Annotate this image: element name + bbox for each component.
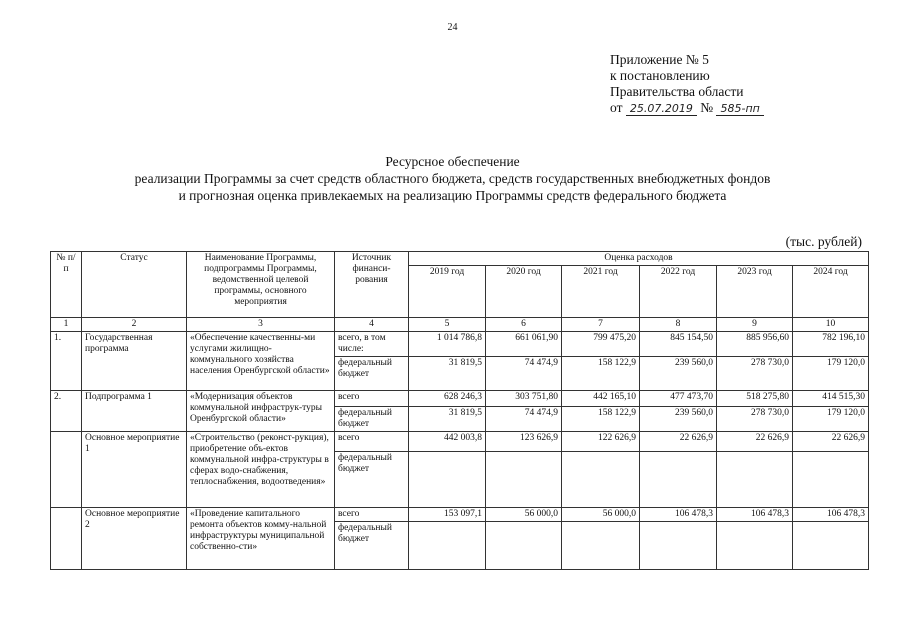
row-number: 2.	[51, 391, 82, 432]
row-name: «Строительство (реконст-рукция), приобретение объ-ектов коммунальной инфра-структуры в сферах водо-снабжения, теплоснабжения, водоотведения»	[187, 432, 335, 508]
value-cell: 442 003,8	[409, 432, 486, 452]
title-line-1: Ресурсное обеспечение	[385, 154, 520, 169]
title-line-3: и прогнозная оценка привлекаемых на реализацию Программы средств федерального бюджета	[178, 188, 727, 203]
value-cell: 278 730,0	[717, 407, 793, 432]
value-cell: 303 751,80	[486, 391, 562, 407]
header-year: 2024 год	[793, 266, 869, 318]
value-cell: 628 246,3	[409, 391, 486, 407]
value-cell: 22 626,9	[640, 432, 717, 452]
value-cell: 179 120,0	[793, 407, 869, 432]
value-cell: 885 956,60	[717, 332, 793, 357]
header-year: 2019 год	[409, 266, 486, 318]
value-cell: 74 474,9	[486, 407, 562, 432]
value-cell: 123 626,9	[486, 432, 562, 452]
row-source-federal: федеральный бюджет	[335, 407, 409, 432]
header-source: Источник финанси-рования	[335, 252, 409, 318]
row-source-federal: федеральный бюджет	[335, 452, 409, 508]
row-number	[51, 432, 82, 508]
row-source-total: всего, в том числе:	[335, 332, 409, 357]
title-line-2: реализации Программы за счет средств областного бюджета, средств государственных внебюджетных фондов	[134, 171, 771, 186]
table-body	[51, 318, 869, 570]
row-source-federal: федеральный бюджет	[335, 522, 409, 570]
value-cell: 239 560,0	[640, 357, 717, 391]
value-cell: 799 475,20	[562, 332, 640, 357]
value-cell: 442 165,10	[562, 391, 640, 407]
column-number: 5	[409, 318, 486, 332]
row-number	[51, 508, 82, 570]
units-label: (тыс. рублей)	[785, 234, 862, 249]
column-number: 9	[717, 318, 793, 332]
row-source-total: всего	[335, 432, 409, 452]
appendix-title: Приложение № 5	[610, 52, 709, 67]
value-cell	[409, 452, 486, 508]
value-cell	[562, 452, 640, 508]
value-cell: 122 626,9	[562, 432, 640, 452]
row-source-total: всего	[335, 508, 409, 522]
resolution-number: 585-пп	[716, 102, 763, 116]
document-title	[0, 153, 905, 204]
column-number: 1	[51, 318, 82, 332]
column-number: 4	[335, 318, 409, 332]
row-status: Основное мероприятие 2	[82, 508, 187, 570]
value-cell: 56 000,0	[486, 508, 562, 522]
value-cell	[717, 522, 793, 570]
row-name: «Проведение капитального ремонта объектов комму-нальной инфраструктуры муниципальной собственно-сти»	[187, 508, 335, 570]
value-cell: 179 120,0	[793, 357, 869, 391]
value-cell: 477 473,70	[640, 391, 717, 407]
value-cell: 22 626,9	[793, 432, 869, 452]
row-status: Основное мероприятие 1	[82, 432, 187, 508]
column-number: 7	[562, 318, 640, 332]
header-name: Наименование Программы, подпрограммы Программы, ведомственной целевой программы, основного мероприятия	[187, 252, 335, 318]
value-cell: 414 515,30	[793, 391, 869, 407]
resolution-date: 25.07.2019	[626, 102, 697, 116]
row-status: Государственная программа	[82, 332, 187, 391]
header-year: 2021 год	[562, 266, 640, 318]
value-cell	[793, 522, 869, 570]
value-cell: 158 122,9	[562, 407, 640, 432]
value-cell: 782 196,10	[793, 332, 869, 357]
number-prefix: №	[700, 100, 714, 115]
row-source-federal: федеральный бюджет	[335, 357, 409, 391]
header-num: № п/п	[51, 252, 82, 318]
value-cell: 278 730,0	[717, 357, 793, 391]
value-cell: 106 478,3	[717, 508, 793, 522]
appendix-line-3: Правительства области	[610, 84, 744, 99]
value-cell: 845 154,50	[640, 332, 717, 357]
table-row	[51, 508, 869, 522]
value-cell: 518 275,80	[717, 391, 793, 407]
row-source-total: всего	[335, 391, 409, 407]
table-row	[51, 432, 869, 452]
value-cell: 56 000,0	[562, 508, 640, 522]
column-numbers-row	[51, 318, 869, 332]
budget-table	[50, 251, 869, 570]
value-cell: 106 478,3	[640, 508, 717, 522]
value-cell: 661 061,90	[486, 332, 562, 357]
value-cell: 158 122,9	[562, 357, 640, 391]
row-name: «Обеспечение качественны-ми услугами жилищно-коммунального хозяйства населения Оренбургской области»	[187, 332, 335, 391]
header-estimate: Оценка расходов	[409, 252, 869, 266]
date-prefix: от	[610, 100, 623, 115]
column-number: 8	[640, 318, 717, 332]
value-cell: 106 478,3	[793, 508, 869, 522]
value-cell	[640, 522, 717, 570]
value-cell	[562, 522, 640, 570]
page-number: 24	[447, 22, 458, 33]
appendix-line-2: к постановлению	[610, 68, 710, 83]
column-number: 10	[793, 318, 869, 332]
table-row	[51, 332, 869, 357]
value-cell	[793, 452, 869, 508]
appendix-date-line	[610, 100, 764, 117]
value-cell: 74 474,9	[486, 357, 562, 391]
header-status: Статус	[82, 252, 187, 318]
value-cell	[640, 452, 717, 508]
value-cell: 1 014 786,8	[409, 332, 486, 357]
header-year: 2020 год	[486, 266, 562, 318]
column-number: 6	[486, 318, 562, 332]
value-cell: 31 819,5	[409, 407, 486, 432]
value-cell	[486, 522, 562, 570]
table-header	[51, 252, 869, 318]
value-cell: 239 560,0	[640, 407, 717, 432]
value-cell	[409, 522, 486, 570]
row-status: Подпрограмма 1	[82, 391, 187, 432]
table-row	[51, 391, 869, 407]
row-number: 1.	[51, 332, 82, 391]
appendix-block	[610, 52, 764, 117]
value-cell: 31 819,5	[409, 357, 486, 391]
row-name: «Модернизация объектов коммунальной инфраструк-туры Оренбургской области»	[187, 391, 335, 432]
value-cell: 153 097,1	[409, 508, 486, 522]
column-number: 2	[82, 318, 187, 332]
value-cell	[717, 452, 793, 508]
value-cell: 22 626,9	[717, 432, 793, 452]
column-number: 3	[187, 318, 335, 332]
header-year: 2022 год	[640, 266, 717, 318]
header-year: 2023 год	[717, 266, 793, 318]
value-cell	[486, 452, 562, 508]
